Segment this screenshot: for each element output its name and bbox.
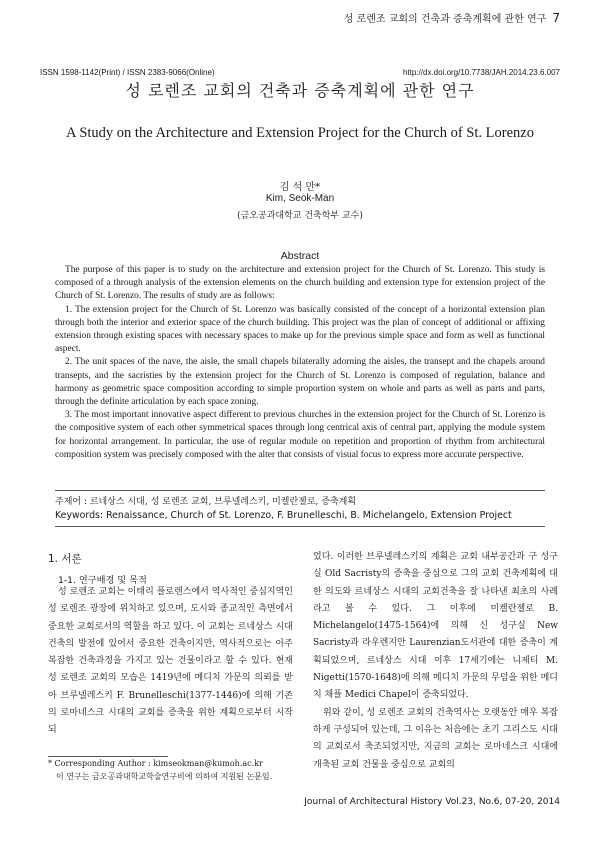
keywords-top-rule — [55, 490, 545, 491]
running-header — [344, 10, 560, 25]
section-heading: 1. 서론 — [48, 553, 82, 565]
korean-title: 성 로렌조 교회의 건축과 증축계획에 관한 연구 — [125, 81, 475, 100]
footnote-funding: 이 연구는 금오공과대학교학술연구비에 의하여 지원된 논문임. — [56, 772, 273, 781]
author-affiliation: (금오공과대학교 건축학부 교수) — [237, 211, 363, 221]
english-title: A Study on the Architecture and Extension Project for the Church of St. Lorenzo — [66, 125, 534, 141]
body-paragraph: 성 로렌조 교회는 이태리 플로렌스에서 역사적인 중심지역인 성 로렌조 광장에 위치하고 있으며, 도시와 종교적인 측면에서 중요한 교회로서의 역할을 하고 있다. 이 교회는 르네상스 시대 건축의 발전에 있어서 중요한 건축이지만, 역사적으로는 아주 복잡한 건축과정을 가지고 있는 건물이라고 할 수 있다. 현재 성 로렌조 교회의 모습은 1419년에 메디치 가문의 의뢰를 받아 브루넬레스키 F. Brunelleschi(1377-1446)에 의해 기존의 로마네스크 시대의 교회를 증축을 위한 계획으로부터 시작되 — [48, 587, 293, 736]
keywords-english: Keywords: Renaissance, Church of St. Lorenzo, F. Brunelleschi, B. Michelangelo, Extension Project — [55, 510, 512, 521]
issn-line: ISSN 1598-1142(Print) / ISSN 2383-9066(Online) — [40, 68, 215, 77]
footnote-rule — [48, 756, 168, 757]
doi-link[interactable]: http://dx.doi.org/10.7738/JAH.2014.23.6.007 — [402, 68, 560, 77]
running-title: 성 로렌조 교회의 건축과 증축계획에 관한 연구 — [343, 14, 547, 25]
keywords-korean: 주제어 : 르네상스 시대, 성 로렌조 교회, 브루넬레스키, 미켈란젤로, 증축계획 — [55, 497, 357, 507]
abstract-paragraph: The purpose of this paper is to study on the architecture and extension project for the Church of St. Lorenzo. This study is composed of a through analysis of the extension elements on the church building and extension type for extension project of the Church of St. Lorenzo. The results of study are as follows: — [55, 265, 545, 302]
right-column — [313, 549, 558, 774]
abstract-heading: Abstract — [280, 250, 320, 262]
abstract-paragraph: 1. The extension project for the Church of St. Lorenzo was basically consisted of the concept of a horizontal extension plan through both the interior and exterior space of the church building. This project was the plan of concept of additional or affixing extension through existing spaces with necessary spaces to make up for the previous simple space and form as well as functional aspect. — [55, 304, 545, 355]
left-column — [48, 584, 293, 740]
abstract-paragraph: 2. The unit spaces of the nave, the aisle, the small chapels bilaterally adorning the aisles, the transept and the chapels around transepts, and the sacristies by the extension project for the Church of St. Lorenzo is composed of regulation, balance and harmony as geometric space composition according to simple proportion system on whole and parts as well as parts and parts, through the definite articulation by each space zoning. — [55, 357, 545, 408]
abstract-body — [55, 264, 545, 462]
journal-footer: Journal of Architectural History Vol.23, No.6, 07-20, 2014 — [304, 797, 560, 807]
body-paragraph: 었다. 이러한 브루넬레스키의 계획은 교회 내부공간과 구 성구실 Old Sacristy의 증축을 중심으로 그의 교회 건축계획에 대한 의도와 르네상스 시대의 교회건축을 잘 나타낸 최초의 사례라고 볼 수 있다. 그 이후에 미켈란젤로 B. Michelangelo(1475-1564)에 의해 신 성구실 New Sacristy과 라우렌지안 Laurenzian도서관에 대한 증축이 계획되었으며, 르네상스 시대 이후 17세기에는 니제티 M. Nigetti(1570-1648)에 의해 메디치 가문의 무덤을 위한 메디치 채플 Medici Chapel이 증축되었다. — [313, 552, 558, 701]
page-number: 7 — [552, 11, 560, 25]
author-korean: 김 석 만* — [279, 182, 321, 193]
body-paragraph: 위와 같이, 성 로렌조 교회의 건축역사는 오랫동안 매우 복잡하게 구성되어 있는데, 그 이유는 처음에는 초기 그리스도 시대의 교회로서 축조되었지만, 지금의 교회는 로마네스크 시대에 개축된 교회 건물을 중심으로 교회의 — [313, 707, 558, 770]
abstract-paragraph: 3. The most important innovative aspect different to previous churches in the extension project for the Church of St. Lorenzo is the compositive system of each other symmetrical spaces through long centrical axis of central part, applying the module system for horizontal arrangement. In particular, the use of regular module on repetition and proportion of rhythm from architectural composition system was precisely composed with the alter that consists of visual focus to express more accurate perspective. — [55, 410, 545, 460]
footnote-corresponding: * Corresponding Author : kimseokman@kumoh.ac.kr — [48, 759, 263, 768]
keywords-bottom-rule — [55, 526, 545, 527]
subsection-heading: 1-1. 연구배경 및 목적 — [58, 575, 147, 586]
author-english: Kim, Seok-Man — [265, 193, 335, 204]
